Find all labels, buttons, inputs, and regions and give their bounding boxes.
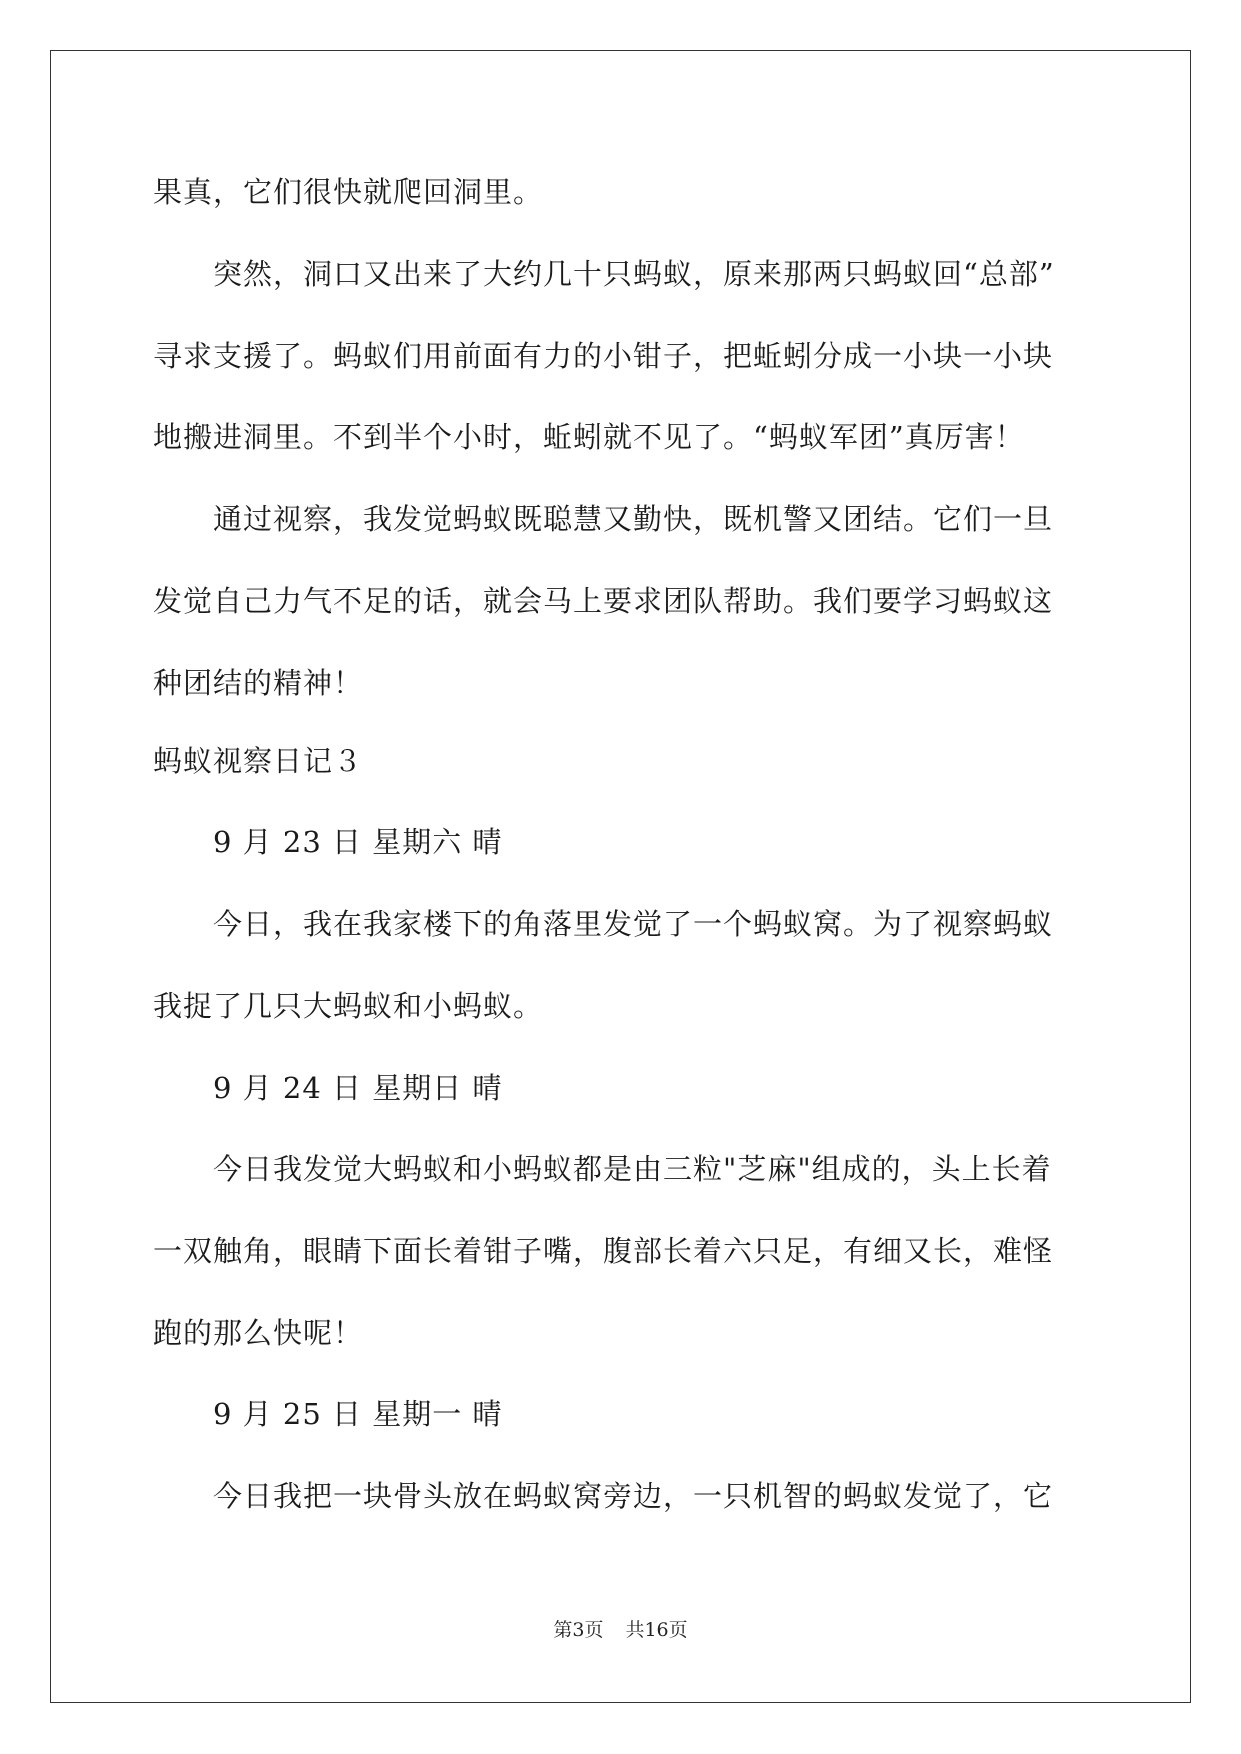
text-line: 跑的那么快呢！ — [153, 1316, 364, 1350]
diary-date: 9 月 24 日 星期日 晴 — [213, 1071, 503, 1105]
section-heading: 蚂蚁视察日记３ — [153, 744, 364, 778]
page-footer — [0, 1618, 1241, 1642]
text-line: 今日，我在我家楼下的角落里发觉了一个蚂蚁窝。为了视察蚂蚁 — [213, 907, 1054, 941]
diary-date: 9 月 25 日 星期一 晴 — [213, 1397, 503, 1431]
text-line: 寻求支援了。蚂蚁们用前面有力的小钳子，把蚯蚓分成一小块一小块 — [153, 339, 1054, 373]
text-line: 今日我发觉大蚂蚁和小蚂蚁都是由三粒"芝麻"组成的，头上长着 — [213, 1152, 1052, 1186]
page-number: 第3页 — [553, 1619, 604, 1641]
page-total: 共16页 — [625, 1619, 688, 1641]
text-line: 突然，洞口又出来了大约几十只蚂蚁，原来那两只蚂蚁回“总部” — [213, 257, 1055, 291]
page-frame — [50, 50, 1191, 1703]
text-line: 果真，它们很快就爬回洞里。 — [153, 175, 544, 209]
text-line: 一双触角，眼睛下面长着钳子嘴，腹部长着六只足，有细又长，难怪 — [153, 1234, 1054, 1268]
text-line: 种团结的精神！ — [153, 666, 364, 700]
text-line: 今日我把一块骨头放在蚂蚁窝旁边，一只机智的蚂蚁发觉了，它 — [213, 1479, 1054, 1513]
text-line: 我捉了几只大蚂蚁和小蚂蚁。 — [153, 989, 544, 1023]
text-line: 地搬进洞里。不到半个小时，蚯蚓就不见了。“蚂蚁军团”真厉害！ — [153, 420, 1025, 454]
diary-date: 9 月 23 日 星期六 晴 — [213, 825, 503, 859]
text-line: 通过视察，我发觉蚂蚁既聪慧又勤快，既机警又团结。它们一旦 — [213, 502, 1054, 536]
text-line: 发觉自己力气不足的话，就会马上要求团队帮助。我们要学习蚂蚁这 — [153, 584, 1054, 618]
